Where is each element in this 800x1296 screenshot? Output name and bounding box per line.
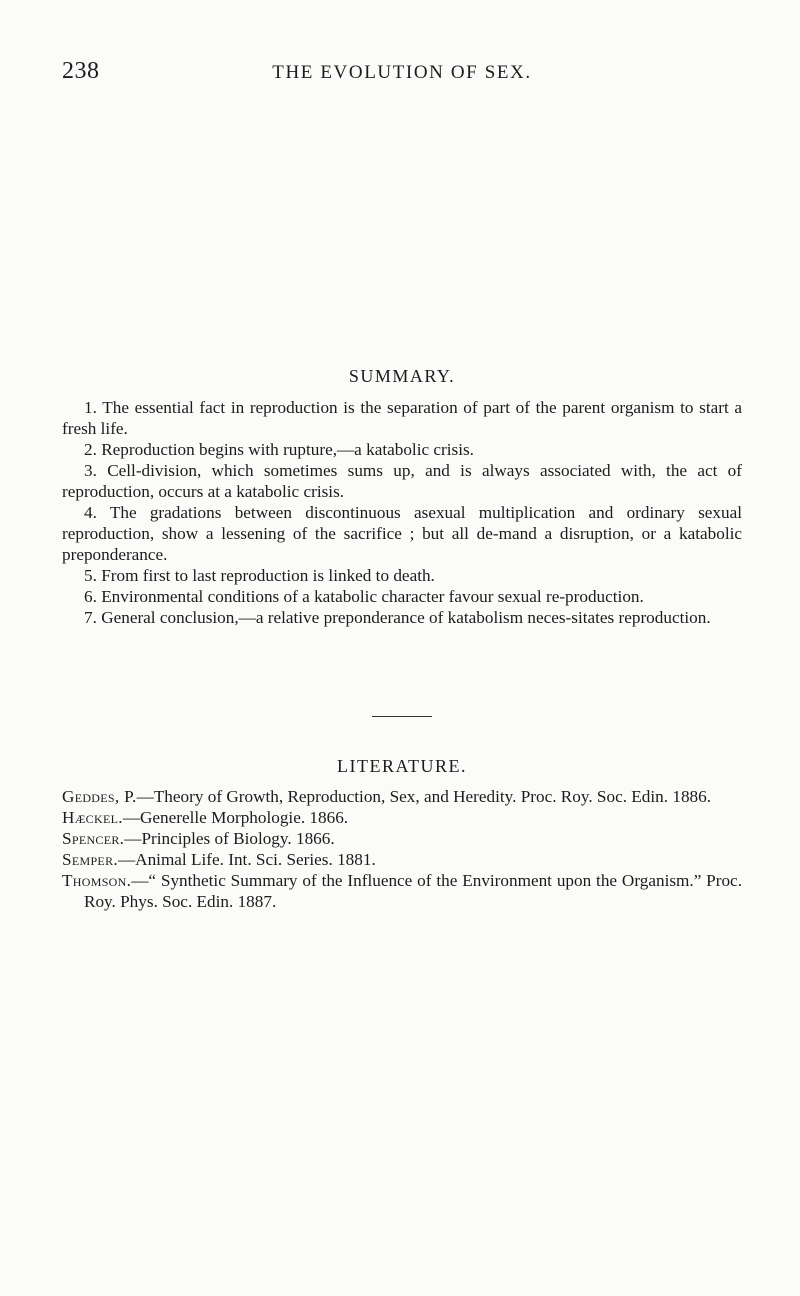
literature-heading: LITERATURE. [337, 756, 467, 776]
summary-item-5: 5. From first to last reproduction is linked to death. [84, 566, 435, 585]
summary-item-2: 2. Reproduction begins with rupture,—a katabolic crisis. [84, 440, 474, 459]
reference-entry [62, 849, 742, 870]
reference-entry [62, 807, 742, 828]
reference-text: —Principles of Biology. 1866. [124, 829, 335, 848]
reference-author: Hæckel. [62, 808, 123, 827]
reference-author: Spencer. [62, 829, 125, 848]
summary-item-6: 6. Environmental conditions of a katabolic character favour sexual re-production. [84, 587, 644, 606]
reference-author: Semper. [62, 850, 118, 869]
reference-entry [62, 870, 742, 912]
summary-item-4: 4. The gradations between discontinuous asexual multiplication and ordinary sexual reproduction, show a lessening of the sacrifice ; but all de-mand a disruption, or a katabolic preponderance. [62, 503, 742, 564]
running-title: THE EVOLUTION OF SEX. [272, 62, 532, 83]
page-number: 238 [62, 58, 100, 84]
running-head [62, 58, 742, 92]
reference-author: Geddes, P. [62, 787, 137, 806]
reference-text: —Theory of Growth, Reproduction, Sex, and Heredity. Proc. Roy. Soc. Edin. 1886. [136, 787, 712, 806]
reference-text: —Generelle Morphologie. 1866. [122, 808, 349, 827]
summary-heading: SUMMARY. [348, 366, 456, 386]
summary-item-3: 3. Cell-division, which sometimes sums up, and is always associated with, the act of reproduction, occurs at a katabolic crisis. [62, 461, 742, 501]
reference-text: —“ Synthetic Summary of the Influence of the Environment upon the Organism.” Proc. Roy. Phys. Soc. Edin. 1887. [84, 871, 742, 911]
literature-section [62, 756, 742, 912]
summary-item-7: 7. General conclusion,—a relative preponderance of katabolism neces-sitates reproduction. [84, 608, 711, 627]
reference-text: —Animal Life. Int. Sci. Series. 1881. [117, 850, 376, 869]
reference-entry [62, 828, 742, 849]
section-divider [372, 716, 432, 717]
summary-section [62, 366, 742, 628]
reference-entry [62, 786, 742, 807]
summary-item-1: 1. The essential fact in reproduction is the separation of part of the parent organism to start a fresh life. [62, 398, 742, 438]
reference-author: Thomson. [62, 871, 132, 890]
